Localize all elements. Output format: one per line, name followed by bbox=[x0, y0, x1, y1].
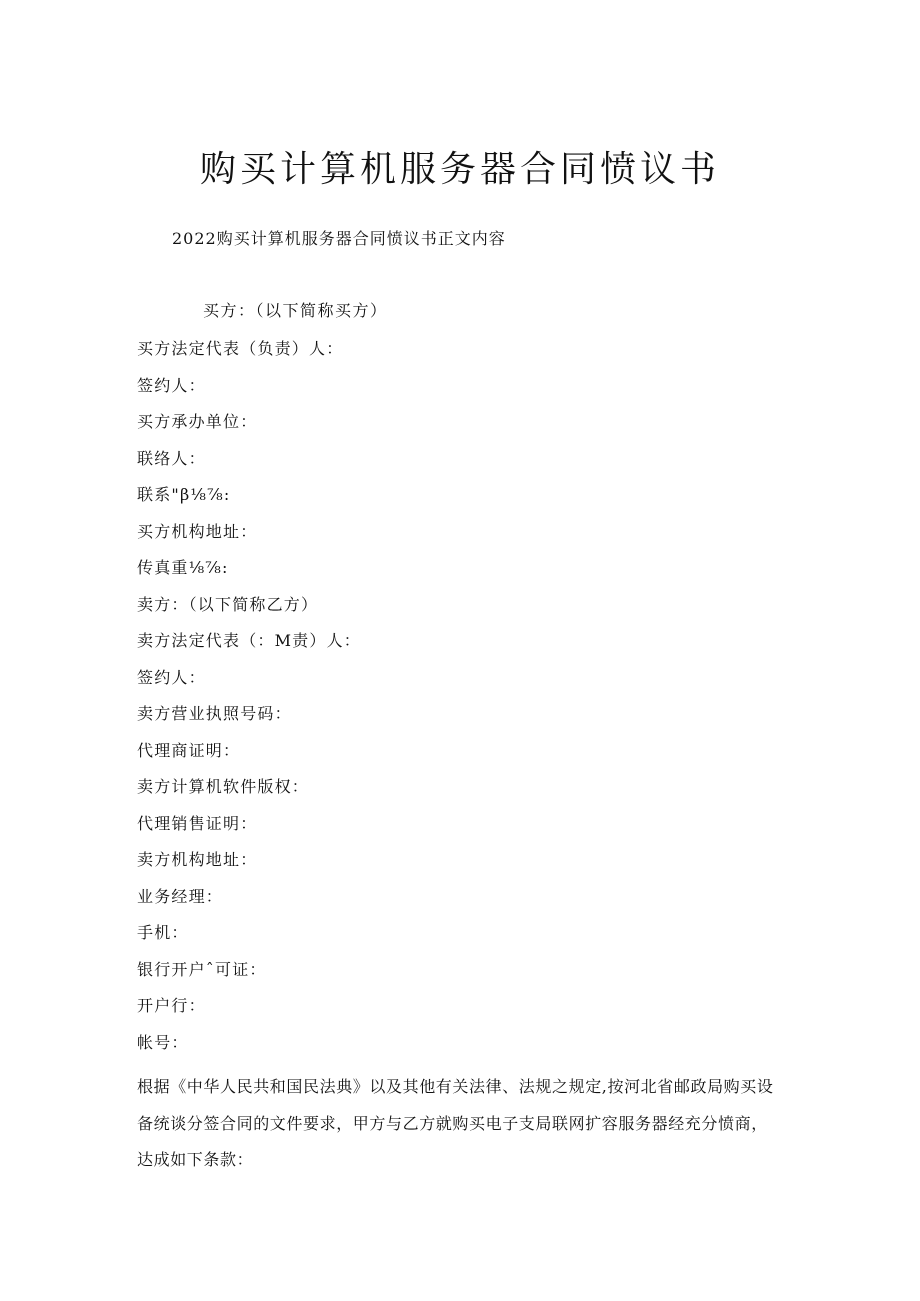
field-buyer-phone: 联系"β⅛⅞: bbox=[137, 485, 231, 504]
buyer-line: 买方：（以下简称买方） bbox=[203, 301, 388, 320]
field-seller: 卖方：（以下简称乙方） bbox=[137, 594, 319, 614]
field-bank-account-permit: 银行开户ˆ可证： bbox=[137, 959, 267, 979]
field-opening-bank: 开户行： bbox=[137, 996, 206, 1015]
paragraph-line: 达成如下条款： bbox=[137, 1150, 254, 1169]
field-buyer-undertaking-unit: 买方承办单位： bbox=[137, 412, 258, 431]
field-buyer-fax: 传真重⅛⅞: bbox=[137, 558, 229, 577]
field-seller-software-copyright: 卖方计算机软件版权： bbox=[137, 777, 310, 796]
contract-fields-list bbox=[137, 338, 797, 1068]
field-business-manager: 业务经理： bbox=[137, 886, 224, 906]
field-seller-address: 卖方机构地址： bbox=[137, 850, 258, 869]
document-subtitle: 2022购买计算机服务器合同愤议书正文内容 bbox=[172, 229, 506, 248]
field-buyer-legal-rep: 买方法定代表（负责）人： bbox=[137, 339, 344, 358]
field-seller-legal-rep: 卖方法定代表（：M责）人： bbox=[137, 631, 361, 650]
field-mobile: 手机： bbox=[137, 923, 189, 942]
field-sales-agency-certificate: 代理销售证明： bbox=[137, 813, 258, 833]
document-title: 购买计算机服务器合同愤议书 bbox=[199, 149, 720, 190]
field-buyer-contact-person: 联络人： bbox=[137, 448, 206, 468]
field-buyer-signatory: 签约人： bbox=[137, 375, 206, 395]
field-account-number: 帐号： bbox=[137, 1032, 189, 1052]
preamble-paragraph bbox=[137, 1069, 797, 1179]
field-seller-signatory: 签约人： bbox=[137, 667, 206, 687]
field-agent-certificate: 代理商证明： bbox=[137, 740, 241, 760]
field-seller-license-number: 卖方营业执照号码： bbox=[137, 704, 292, 723]
paragraph-line: 备统谈分签合同的文件要求，甲方与乙方就购买电子支局联网扩容服务器经充分愤商， bbox=[137, 1113, 768, 1133]
paragraph-line: 根据《中华人民共和国民法典》以及其他有关法律、法规之规定,按河北省邮政局购买设 bbox=[137, 1077, 774, 1096]
field-buyer-address: 买方机构地址： bbox=[137, 521, 258, 541]
